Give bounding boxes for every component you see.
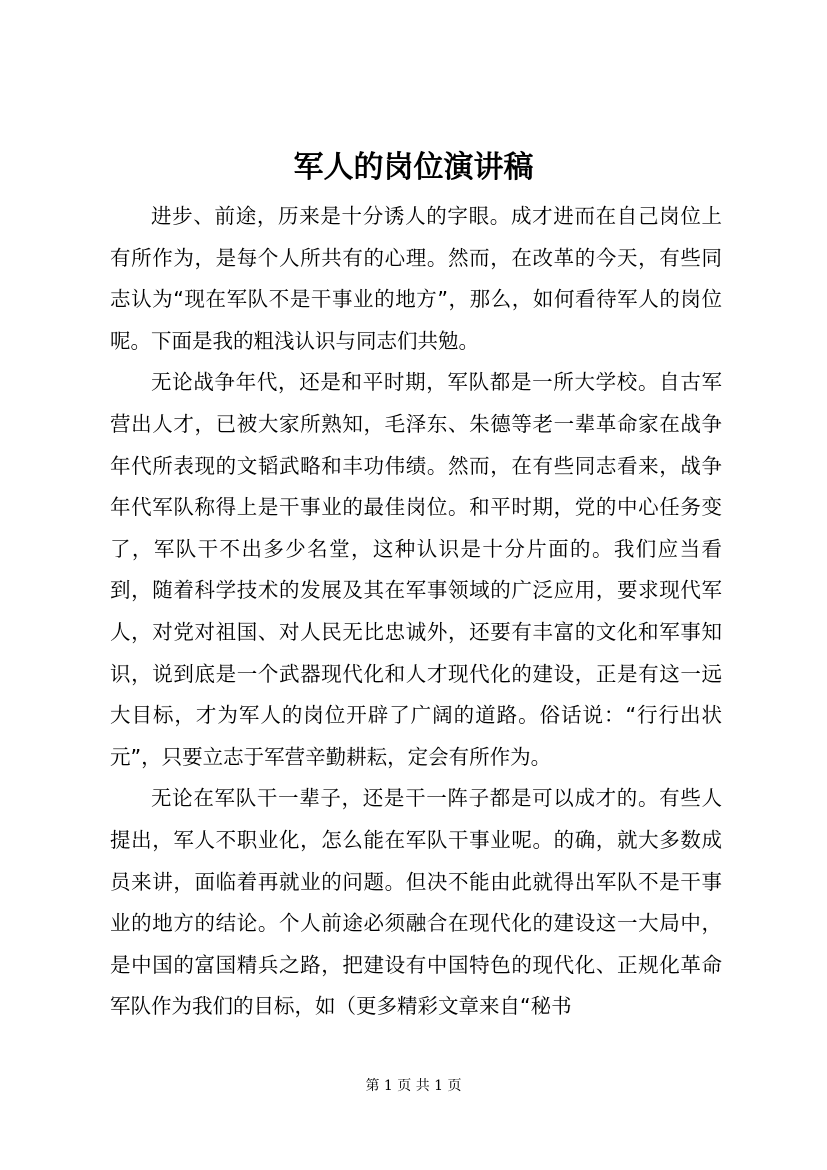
document-body	[110, 196, 722, 1028]
paragraph-2: 无论战争年代，还是和平时期，军队都是一所大学校。自古军营出人才，已被大家所熟知，毛泽东、朱德等老一辈革命家在战争年代所表现的文韬武略和丰功伟绩。然而，在有些同志看来，战争年代军队称得上是干事业的最佳岗位。和平时期，党的中心任务变了，军队干不出多少名堂，这种认识是十分片面的。我们应当看到，随着科学技术的发展及其在军事领域的广泛应用，要求现代军人，对党对祖国、对人民无比忠诚外，还要有丰富的文化和军事知识，说到底是一个武器现代化和人才现代化的建设，正是有这一远大目标，才为军人的岗位开辟了广阔的道路。俗话说：“行行出状元”，只要立志于军营辛勤耕耘，定会有所作为。	[110, 370, 722, 769]
page-number-footer: 第 1 页 共 1 页	[365, 1078, 462, 1094]
paragraph-1: 进步、前途，历来是十分诱人的字眼。成才进而在自己岗位上有所作为，是每个人所共有的心理。然而，在改革的今天，有些同志认为“现在军队不是干事业的地方”，那么，如何看待军人的岗位呢。下面是我的粗浅认识与同志们共勉。	[110, 204, 722, 353]
document-title: 军人的岗位演讲稿	[293, 150, 534, 185]
paragraph-3: 无论在军队干一辈子，还是干一阵子都是可以成才的。有些人提出，军人不职业化，怎么能在军队干事业呢。的确，就大多数成员来讲，面临着再就业的问题。但决不能由此就得出军队不是干事业的地方的结论。个人前途必须融合在现代化的建设这一大局中，是中国的富国精兵之路，把建设有中国特色的现代化、正规化革命军队作为我们的目标，如（更多精彩文章来自“秘书	[110, 786, 722, 1019]
